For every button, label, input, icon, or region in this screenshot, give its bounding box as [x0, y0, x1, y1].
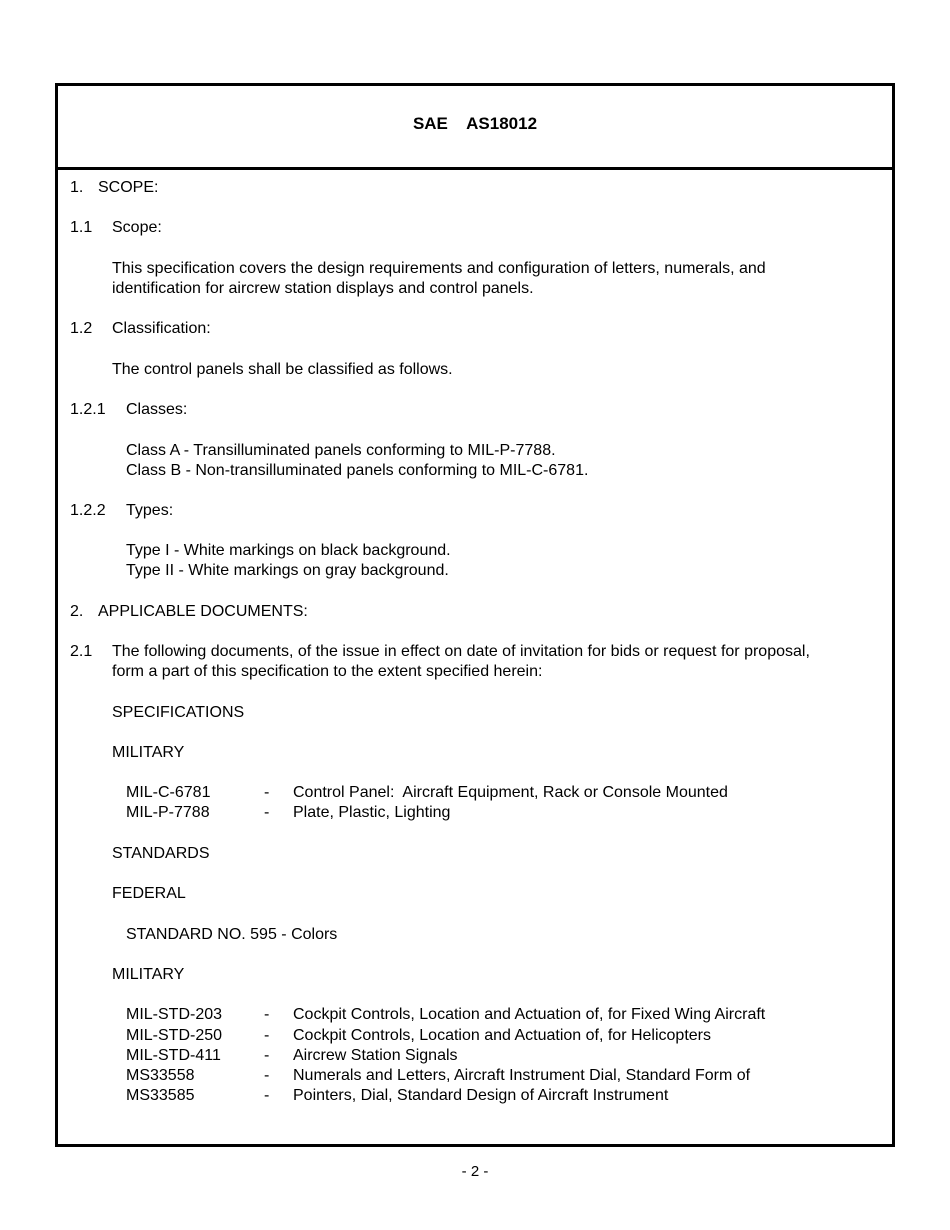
- type-item: Type II - White markings on gray background.: [126, 562, 449, 579]
- section-1-2-title: Classification:: [112, 320, 211, 337]
- spec-id: MIL-P-7788: [126, 804, 210, 821]
- standard-dash: -: [264, 1087, 270, 1104]
- standard-id: MIL-STD-250: [126, 1027, 223, 1044]
- section-2-1-paragraph-line: form a part of this specification to the extent specified herein:: [112, 663, 543, 680]
- standard-description: Cockpit Controls, Location and Actuation of, for Helicopters: [293, 1027, 711, 1044]
- standard-id: MIL-STD-411: [126, 1047, 221, 1064]
- section-2-number: 2.: [70, 603, 84, 620]
- standard-id: MIL-STD-203: [126, 1006, 223, 1023]
- federal-standard-item: STANDARD NO. 595 - Colors: [126, 926, 338, 943]
- section-2-1-number: 2.1: [70, 643, 93, 660]
- section-1-2-1-title: Classes:: [126, 401, 188, 418]
- section-1-2-number: 1.2: [70, 320, 93, 337]
- federal-label: FEDERAL: [112, 885, 186, 902]
- standard-dash: -: [264, 1047, 270, 1064]
- standard-id: MS33558: [126, 1067, 195, 1084]
- section-1-2-1-number: 1.2.1: [70, 401, 106, 418]
- standard-dash: -: [264, 1067, 270, 1084]
- military-label: MILITARY: [112, 744, 185, 761]
- standard-description: Numerals and Letters, Aircraft Instrument Dial, Standard Form of: [293, 1067, 751, 1084]
- spec-description: Control Panel: Aircraft Equipment, Rack or Console Mounted: [293, 784, 728, 801]
- header-bar: [58, 86, 892, 170]
- standard-description: Aircrew Station Signals: [293, 1047, 458, 1064]
- standard-dash: -: [264, 1027, 270, 1044]
- section-1-1-paragraph-line: This specification covers the design requirements and configuration of letters, numerals, and: [112, 260, 766, 277]
- standard-dash: -: [264, 1006, 270, 1023]
- standard-description: Cockpit Controls, Location and Actuation of, for Fixed Wing Aircraft: [293, 1006, 766, 1023]
- section-1-2-2-title: Types:: [126, 502, 174, 519]
- section-1-1-number: 1.1: [70, 219, 93, 236]
- spec-description: Plate, Plastic, Lighting: [293, 804, 451, 821]
- spec-dash: -: [264, 804, 270, 821]
- document-title: SAE AS18012: [412, 114, 538, 133]
- section-1-1-paragraph-line: identification for aircrew station displays and control panels.: [112, 280, 534, 297]
- spec-id: MIL-C-6781: [126, 784, 211, 801]
- spec-dash: -: [264, 784, 270, 801]
- military-label: MILITARY: [112, 966, 185, 983]
- standards-label: STANDARDS: [112, 845, 210, 862]
- section-2-heading: APPLICABLE DOCUMENTS:: [98, 603, 308, 620]
- class-item: Class B - Non-transilluminated panels conforming to MIL-C-6781.: [126, 462, 589, 479]
- type-item: Type I - White markings on black background.: [126, 542, 451, 559]
- standard-description: Pointers, Dial, Standard Design of Aircraft Instrument: [293, 1087, 669, 1104]
- section-1-number: 1.: [70, 179, 84, 196]
- section-1-2-2-number: 1.2.2: [70, 502, 106, 519]
- section-1-2-paragraph: The control panels shall be classified as follows.: [112, 361, 453, 378]
- section-1-heading: SCOPE:: [98, 179, 159, 196]
- section-2-1-paragraph-line: The following documents, of the issue in effect on date of invitation for bids or request for proposal,: [112, 643, 810, 660]
- class-item: Class A - Transilluminated panels conforming to MIL-P-7788.: [126, 442, 556, 459]
- standard-id: MS33585: [126, 1087, 195, 1104]
- section-1-1-title: Scope:: [112, 219, 162, 236]
- specifications-label: SPECIFICATIONS: [112, 704, 245, 721]
- page-number: - 2 -: [461, 1163, 489, 1180]
